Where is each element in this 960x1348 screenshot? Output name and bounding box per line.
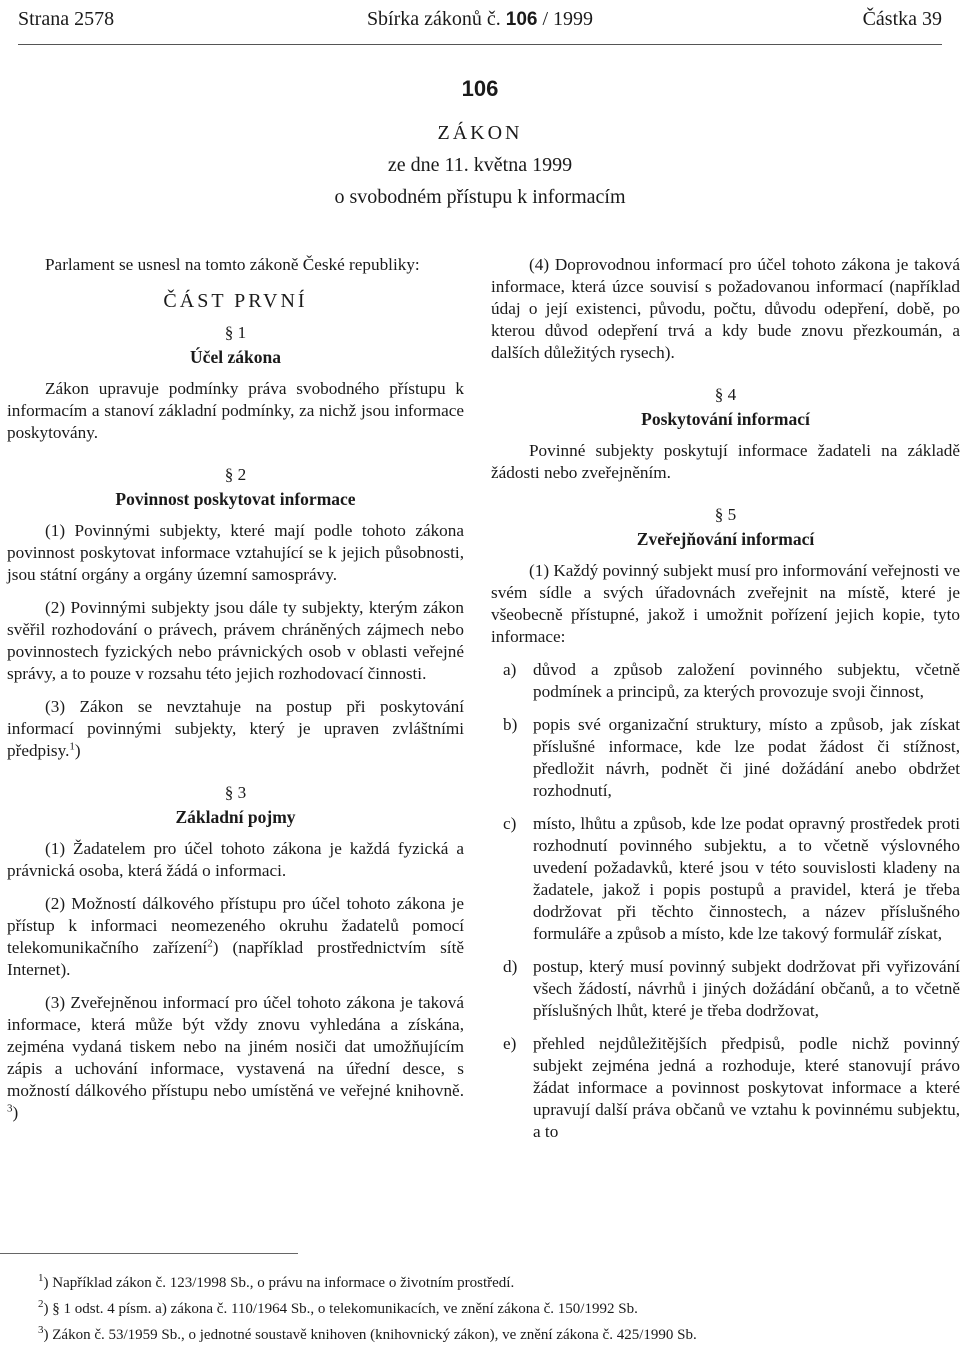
law-date: ze dne 11. května 1999 xyxy=(387,154,573,176)
law-subject: o svobodném přístupu k informacím xyxy=(334,186,626,208)
list-item-text: místo, lhůtu a způsob, kde lze podat opravný prostředek proti rozhodnutí povinného subjektu, a to včetně výslovného uvedení požadavků, které jsou v této souvislosti kladeny na žadatele, jakož i popis postupů a pravidel, která je třeba dodržovat při těchto činnostech, a název příslušného formuláře a způsob a místo, kde lze takový formulář získat, xyxy=(533,814,960,943)
footnote-2-text: § 1 odst. 4 písm. a) zákona č. 110/1964 Sb., o telekomunikacích, ve znění zákona č. 150/1992 Sb. xyxy=(52,1301,638,1317)
section-3-paragraph-4: (4) Doprovodnou informací pro účel tohoto zákona je taková informace, která úzce souvisí s požadovanou informací (například údaj o její existenci, původu, počtu, důvodu odepření, době, po kterou důvod odepření trvá a kdy bude znovu přezkoumán, a dalších důležitých rysech). xyxy=(491,255,960,362)
footnote-ref-1: 1 xyxy=(69,740,75,753)
footnotes xyxy=(38,1270,697,1348)
footnote-ref-3: 3 xyxy=(7,1102,13,1115)
part-heading: ČÁST PRVNÍ xyxy=(163,290,308,312)
list-item-text: přehled nejdůležitějších předpisů, podle nichž povinný subjekt zejména jedná a rozhoduje, které stanovují právo žádat informace a povinnost poskytovat informace a které upravují další práva občanů ve vztahu k povinnému subjektu, a to xyxy=(533,1034,960,1141)
section-3-paragraph-2-text: (2) Možností dálkového přístupu pro účel tohoto zákona je přístup k informaci neomezeného okruhu žadatelů pomocí telekomunikačního zařízení xyxy=(7,894,464,957)
section-3-paragraph-1: (1) Žadatelem pro účel tohoto zákona je každá fyzická a právnická osoba, která žádá o informaci. xyxy=(7,839,464,880)
section-3-paragraph-3-text: (3) Zveřejněnou informací pro účel tohoto zákona je taková informace, která může být vždy znovu vyhledána a získána, zejména vydaná tiskem nebo na jiném nosiči dat umožňujícím zápis a uchování informace, vystavená na úřední desce, s možností dálkového přístupu nebo umístěná ve veřejné knihovně. xyxy=(7,993,464,1100)
section-5-sign: § 5 xyxy=(714,505,737,524)
section-2-paragraph-2: (2) Povinnými subjekty jsou dále ty subjekty, kterým zákon svěřil rozhodování o právech, právem chráněných zájmech nebo povinnostech fyzických nebo právnických osob v oblasti veřejné správy, a to pouze v rozsahu této jejich rozhodovací činnosti. xyxy=(7,598,464,683)
footnote-2-close: ) xyxy=(43,1301,49,1317)
right-column xyxy=(491,254,960,1154)
footnote-3-ref: 3 xyxy=(38,1324,44,1336)
footnote-divider xyxy=(0,1253,298,1254)
footnote-1 xyxy=(38,1270,697,1296)
section-5-title: Zveřejňování informací xyxy=(636,529,815,549)
section-3-sign: § 3 xyxy=(224,783,247,802)
list-item-text: postup, který musí povinný subjekt dodržovat při vyřizování všech žádostí, návrhů i jiných dožádání občanů, a to včetně příslušných lhůt, které je třeba dodržovat, xyxy=(533,957,960,1020)
section-4-title: Poskytování informací xyxy=(641,409,810,429)
list-item xyxy=(491,813,960,945)
section-2-title: Povinnost poskytovat informace xyxy=(115,489,356,509)
issue-part: Částka 39 xyxy=(862,8,942,30)
section-3-paragraph-3 xyxy=(7,992,464,1124)
footnote-3-text: Zákon č. 53/1959 Sb., o jednotné soustavě knihoven (knihovnický zákon), ve znění zákona č. 425/1990 Sb. xyxy=(52,1327,697,1343)
section-1-title: Účel zákona xyxy=(190,347,281,367)
footnote-ref-2: 2 xyxy=(207,937,213,950)
list-item-text: popis své organizační struktury, místo a způsob, jak získat příslušné informace, kde lze podat žádost či stížnost, předložit návrh, podnět či jiné dožádání anebo obdržet rozhodnutí, xyxy=(533,715,960,800)
footnote-ref-3-close: ) xyxy=(12,1103,19,1122)
footnote-1-text: Například zákon č. 123/1998 Sb., o právu na informace o životním prostředí. xyxy=(52,1275,515,1291)
section-1-sign: § 1 xyxy=(224,323,247,342)
section-2-paragraph-3-text: (3) Zákon se nevztahuje na postup při poskytování informací povinnými subjekty, který je upraven zvláštními předpisy. xyxy=(7,697,464,760)
section-2-sign: § 2 xyxy=(224,465,247,484)
list-marker: b) xyxy=(503,715,518,734)
list-marker: a) xyxy=(503,660,517,679)
footnote-2 xyxy=(38,1296,697,1322)
list-item xyxy=(491,1033,960,1143)
section-2-paragraph-1: (1) Povinnými subjekty, které mají podle tohoto zákona povinnost poskytovat informace vztahující se k jejich působnosti, jsou státní orgány a orgány územní samosprávy. xyxy=(7,521,464,584)
footnote-1-close: ) xyxy=(43,1275,49,1291)
list-item xyxy=(491,714,960,802)
left-column xyxy=(7,254,464,1135)
section-3-title: Základní pojmy xyxy=(175,807,296,827)
section-3-paragraph-2-end: ) (například prostřednictvím sítě Internet). xyxy=(7,938,464,979)
preamble: Parlament se usnesl na tomto zákoně České republiky: xyxy=(45,255,420,274)
collection-label xyxy=(18,4,942,35)
section-4-text: Povinné subjekty poskytují informace žadateli na základě žádosti nebo zveřejněním. xyxy=(491,441,960,482)
collection-prefix: Sbírka zákonů č. xyxy=(366,8,501,30)
page-number: Strana 2578 xyxy=(18,8,115,30)
section-3-paragraph-2 xyxy=(7,893,464,981)
law-type: ZÁKON xyxy=(437,122,523,144)
list-item xyxy=(491,659,960,703)
footnote-3-close: ) xyxy=(43,1327,49,1343)
footnote-ref-1-close: ) xyxy=(74,741,81,760)
footnote-2-ref: 2 xyxy=(38,1298,44,1310)
header-divider xyxy=(18,44,942,45)
footnote-1-ref: 1 xyxy=(38,1272,44,1284)
section-4-sign: § 4 xyxy=(714,385,737,404)
list-item xyxy=(491,956,960,1022)
list-marker: c) xyxy=(503,814,517,833)
list-marker: d) xyxy=(503,957,518,976)
section-1-text: Zákon upravuje podmínky práva svobodného přístupu k informacím a stanoví základní podmínky, za nichž jsou informace poskytovány. xyxy=(7,379,464,442)
section-5-paragraph-1: (1) Každý povinný subjekt musí pro informování veřejnosti ve svém sídle a svých úřadovnách zveřejnit na místě, které je všeobecně přístupné, jakož i umožnit pořízení jejich kopie, tyto informace: xyxy=(491,561,960,646)
collection-year: / 1999 xyxy=(542,8,594,30)
section-2-paragraph-3 xyxy=(7,696,464,762)
footnote-3 xyxy=(38,1322,697,1348)
list-item-text: důvod a způsob založení povinného subjektu, včetně podmínek a principů, za kterých provozuje svoji činnost, xyxy=(533,660,960,701)
information-list xyxy=(491,659,960,1143)
list-marker: e) xyxy=(503,1034,517,1053)
page-header xyxy=(18,4,942,34)
collection-number: 106 xyxy=(505,9,538,30)
law-number: 106 xyxy=(461,76,499,101)
